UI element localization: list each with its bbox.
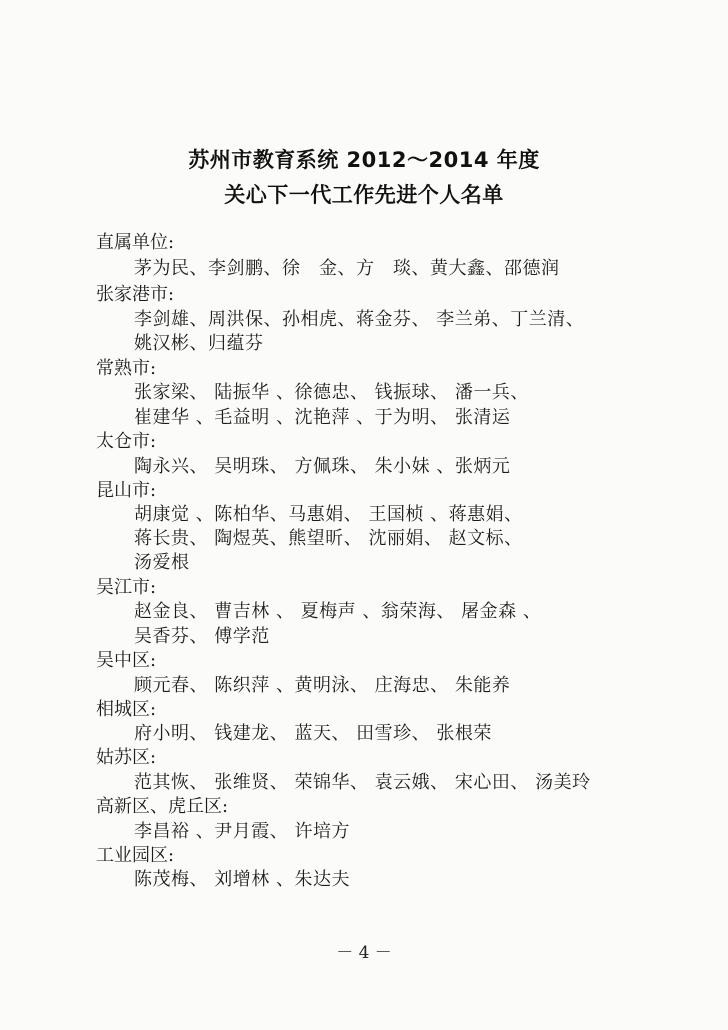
name-list-line: 姚汉彬、归蕴芬 bbox=[134, 333, 264, 354]
section-heading-wuzhong: 吴中区: bbox=[96, 650, 157, 671]
section-heading-xiangcheng: 相城区: bbox=[96, 699, 157, 720]
name-list-line: 吴香芬、 傅学范 bbox=[134, 626, 270, 647]
section-heading-wujiang: 吴江市: bbox=[96, 577, 157, 598]
section-heading-gusu: 姑苏区: bbox=[96, 747, 157, 768]
name-list-line: 张家梁、 陆振华 、徐德忠、 钱振球、 潘一兵、 bbox=[134, 382, 529, 403]
document-title-line-2: 关心下一代工作先进个人名单 bbox=[224, 183, 504, 207]
name-list-line: 李剑雄、周洪保、孙相虎、蒋金芬、 李兰弟、丁兰清、 bbox=[134, 309, 585, 330]
page-number: － 4 － bbox=[336, 943, 392, 963]
name-list-line: 蒋长贵、 陶煜英、熊望昕、 沈丽娟、 赵文标、 bbox=[134, 528, 523, 549]
name-list-line: 顾元春、 陈织萍 、黄明泳、 庄海忠、 朱能养 bbox=[134, 675, 511, 696]
name-list-line: 汤爱根 bbox=[134, 552, 190, 573]
section-heading-kunshan: 昆山市: bbox=[96, 480, 157, 501]
section-heading-taicang: 太仓市: bbox=[96, 431, 157, 452]
name-list-line: 府小明、 钱建龙、 蓝天、 田雪珍、 张根荣 bbox=[134, 723, 492, 744]
section-heading-gaoxin-huqiu: 高新区、虎丘区: bbox=[96, 796, 229, 817]
name-list-line: 茅为民、李剑鹏、徐 金、方 琰、黄大鑫、邵德润 bbox=[134, 258, 560, 279]
name-list-line: 陈茂梅、 刘增林 、朱达夫 bbox=[134, 869, 350, 890]
section-heading-industrial-park: 工业园区: bbox=[96, 845, 175, 866]
section-heading-direct-units: 直属单位: bbox=[96, 232, 175, 253]
section-heading-zhangjiagang: 张家港市: bbox=[96, 284, 175, 305]
name-list-line: 李昌裕 、尹月霞、 许培方 bbox=[134, 821, 350, 842]
document-title-line-1: 苏州市教育系统 2012～2014 年度 bbox=[188, 148, 540, 172]
name-list-line: 范其恢、 张维贤、 荣锦华、 袁云娥、 宋心田、 汤美玲 bbox=[134, 772, 591, 793]
name-list-line: 崔建华 、毛益明 、沈艳萍 、于为明、 张清运 bbox=[134, 407, 511, 428]
name-list-line: 赵金良、 曹吉林 、 夏梅声 、翁荣海、 屠金森 、 bbox=[134, 601, 542, 622]
name-list-line: 胡康觉 、陈柏华、马惠娟、 王国桢 、蒋惠娟、 bbox=[134, 504, 523, 525]
name-list-line: 陶永兴、 吴明珠、 方佩珠、 朱小妹 、张炳元 bbox=[134, 456, 511, 477]
section-heading-changshu: 常熟市: bbox=[96, 358, 157, 379]
